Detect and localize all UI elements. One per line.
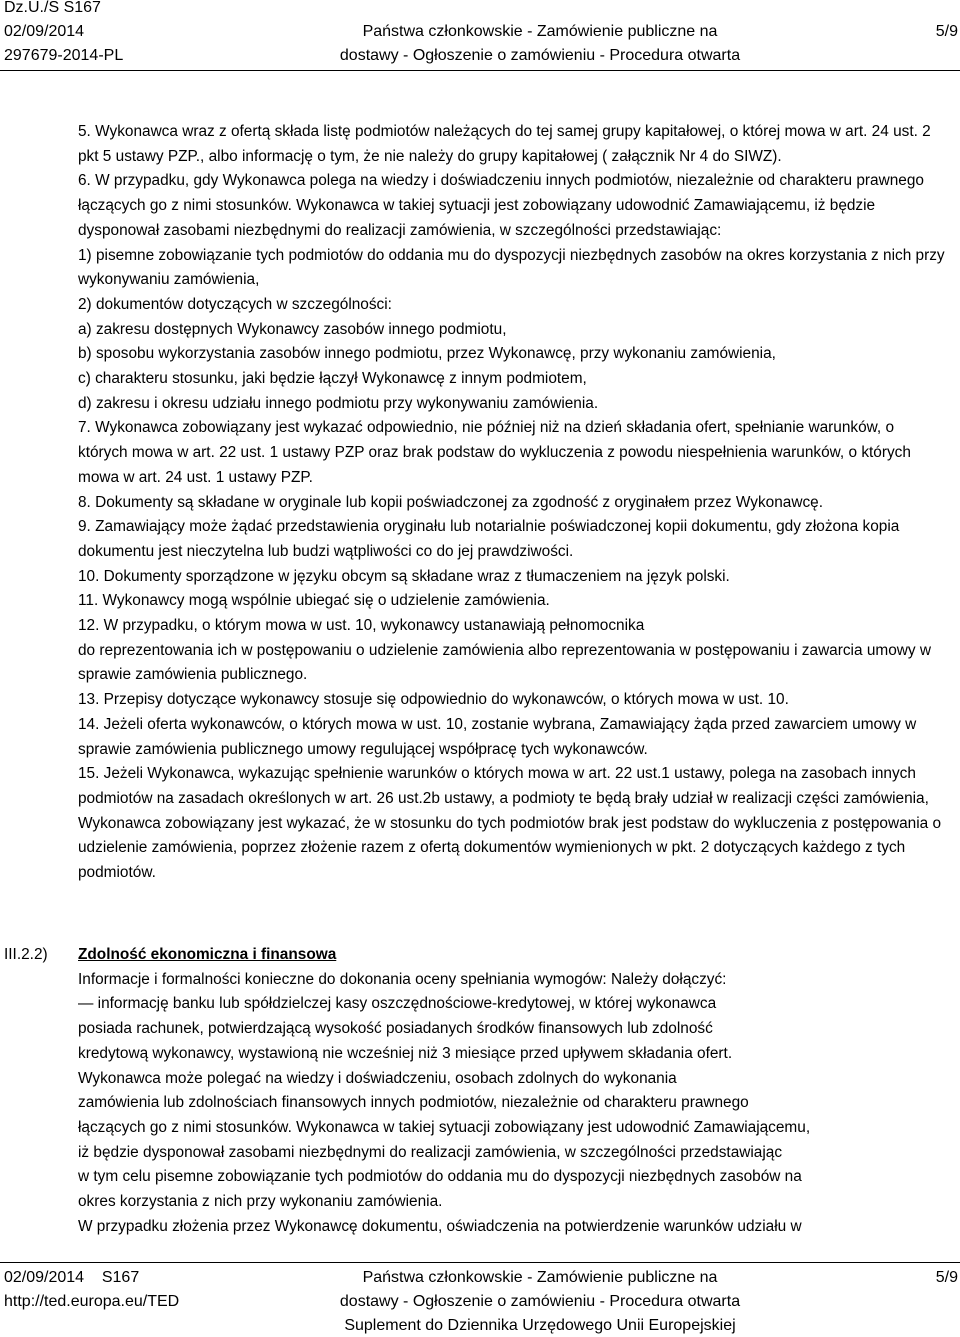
notice-ref: 297679-2014-PL <box>4 47 124 64</box>
paragraph: 11. Wykonawcy mogą wspólnie ubiegać się o udzielenie zamówienia. <box>78 592 550 610</box>
page-header <box>0 0 960 70</box>
paragraph: c) charakteru stosunku, jaki będzie łączył Wykonawcę z innym podmiotem, <box>78 370 587 388</box>
section-body <box>78 943 946 1239</box>
paragraph: do reprezentowania ich w postępowaniu o udzielenie zamówienia albo reprezentowania w postępowaniu i zawarcia umowy w sprawie zamówienia publicznego. <box>78 641 931 684</box>
footer-title-line1: Państwa członkowskie - Zamówienie publiczne na <box>362 1269 718 1286</box>
section-line: Wykonawca może polegać na wiedzy i doświadczeniu, osobach zdolnych do wykonania <box>78 1069 677 1087</box>
paragraph: 8. Dokumenty są składane w oryginale lub kopii poświadczonej za zgodność z oryginałem przez Wykonawcę. <box>78 493 823 511</box>
header-divider <box>0 70 960 71</box>
section-line: W przypadku złożenia przez Wykonawcę dokumentu, oświadczenia na potwierdzenie warunków udziału w <box>78 1217 802 1235</box>
paragraph: 1) pisemne zobowiązanie tych podmiotów do oddania mu do dyspozycji niezbędnych zasobów na okres korzystania z nich przy wykonywaniu zamówienia, <box>78 246 945 289</box>
footer-supplement: Suplement do Dziennika Urzędowego Unii Europejskiej <box>344 1317 736 1334</box>
section-line: Informacje i formalności konieczne do dokonania oceny spełniania wymogów: Należy dołączyć: <box>78 970 727 988</box>
footer-date: 02/09/2014 <box>4 1269 85 1286</box>
paragraph: 15. Jeżeli Wykonawca, wykazując spełnienie warunków o których mowa w art. 22 ust.1 ustawy, polega na zasobach innych podmiotów na zasadach określonych w art. 26 ust.2b ustawy, a podmioty te będą brały udział w realizacji części zamówienia, Wykonawca zobowiązany jest wykazać, że w stosunku do tych podmiotów brak jest podstaw do wykluczenia z postępowania o udzielenie zamówienia, poprzez złożenie razem z ofertą dokumentów wymienionych w pkt. 2 dotyczących każdego z tych podmiotów. <box>78 765 942 882</box>
footer-date-issue <box>4 1266 139 1289</box>
section-line: okres korzystania z nich przy wykonaniu zamówienia. <box>78 1193 443 1211</box>
footer-journal-number: S167 <box>101 1269 140 1286</box>
paragraph: 2) dokumentów dotyczących w szczególności: <box>78 295 392 313</box>
header-page-number: 5/9 <box>935 23 958 40</box>
paragraph: b) sposobu wykorzystania zasobów innego podmiotu, przez Wykonawcę, przy wykonaniu zamówienia, <box>78 345 776 363</box>
section-line: łączących go z nimi stosunków. Wykonawca w takiej sytuacji zobowiązany jest udowodnić Zamawiającemu, <box>78 1118 811 1136</box>
paragraph: d) zakresu i okresu udziału innego podmiotu przy wykonywaniu zamówienia. <box>78 394 599 412</box>
paragraph: 13. Przepisy dotyczące wykonawcy stosuje się odpowiednio do wykonawców, o których mowa w ust. 10. <box>78 691 789 709</box>
footer-url[interactable]: http://ted.europa.eu/TED <box>4 1293 180 1310</box>
paragraph: 9. Zamawiający może żądać przedstawienia oryginału lub notarialnie poświadczonej kopii dokumentu, gdy złożona kopia dokumentu jest nieczytelna lub budzi wątpliwości co do jej prawdziwości. <box>78 518 900 560</box>
section-line: kredytową wykonawcy, wystawioną nie wcześniej niż 3 miesiące przed upływem składania ofert. <box>78 1044 733 1062</box>
page-footer <box>0 1262 960 1334</box>
paragraph: 10. Dokumenty sporządzone w języku obcym są składane wraz z tłumaczeniem na język polski. <box>78 567 730 585</box>
section-line: — informację banku lub spółdzielczej kasy oszczędnościowe-kredytowej, w której wykonawca <box>78 995 717 1013</box>
paragraph: 6. W przypadku, gdy Wykonawca polega na wiedzy i doświadczeniu innych podmiotów, niezależnie od charakteru prawnego łączących go z nimi stosunków. Wykonawca w takiej sytuacji jest zobowiązany udowodnić Zamawiającemu, iż będzie dysponował zasobami niezbędnymi do realizacji zamówienia, w szczególności przedstawiając: <box>78 172 924 239</box>
header-date: 02/09/2014 <box>4 23 85 40</box>
paragraph: 7. Wykonawca zobowiązany jest wykazać odpowiednio, nie później niż na dzień składania ofert, spełnianie warunków, o których mowa w art. 22 ust. 1 ustawy PZP oraz brak podstaw do wykluczenia z powodu niespełnienia warunków, o których mowa w art. 24 ust. 1 ustawy PZP. <box>78 419 911 486</box>
paragraph: a) zakresu dostępnych Wykonawcy zasobów innego podmiotu, <box>78 320 507 338</box>
section-line: zamówienia lub zdolnościach finansowych innych podmiotów, niezależnie od charakteru prawnego <box>78 1094 749 1112</box>
footer-title-line2: dostawy - Ogłoszenie o zamówieniu - Procedura otwarta <box>339 1293 741 1310</box>
conditions-body <box>78 120 946 886</box>
header-title-line1: Państwa członkowskie - Zamówienie publiczne na <box>362 23 718 40</box>
journal-ref: Dz.U./S S167 <box>4 0 101 16</box>
paragraph: 12. W przypadku, o którym mowa w ust. 10, wykonawcy ustanawiają pełnomocnika <box>78 617 645 635</box>
section-heading: Zdolność ekonomiczna i finansowa <box>78 946 337 963</box>
footer-page-number: 5/9 <box>935 1269 958 1286</box>
section-number: III.2.2) <box>4 946 48 963</box>
section-line: posiada rachunek, potwierdzającą wysokość posiadanych środków finansowych lub zdolność <box>78 1020 713 1038</box>
paragraph: 14. Jeżeli oferta wykonawców, o których mowa w ust. 10, zostanie wybrana, Zamawiający żąda przed zawarciem umowy w sprawie zamówienia publicznego umowy regulującej współpracę tych wykonawców. <box>78 715 917 758</box>
section-line: w tym celu pisemne zobowiązanie tych podmiotów do oddania mu do dyspozycji niezbędnych zasobów na <box>78 1168 802 1186</box>
paragraph: 5. Wykonawca wraz z ofertą składa listę podmiotów należących do tej samej grupy kapitałowej, o której mowa w art. 24 ust. 2 pkt 5 ustawy PZP., albo informację o tym, że nie należy do grupy kapitałowej ( załącznik Nr 4 do SIWZ). <box>78 123 931 165</box>
header-title-line2: dostawy - Ogłoszenie o zamówieniu - Procedura otwarta <box>339 47 741 64</box>
section-line: iż będzie dysponował zasobami niezbędnymi do realizacji zamówienia, w szczególności przedstawiając <box>78 1143 783 1161</box>
footer-divider <box>0 1262 960 1263</box>
